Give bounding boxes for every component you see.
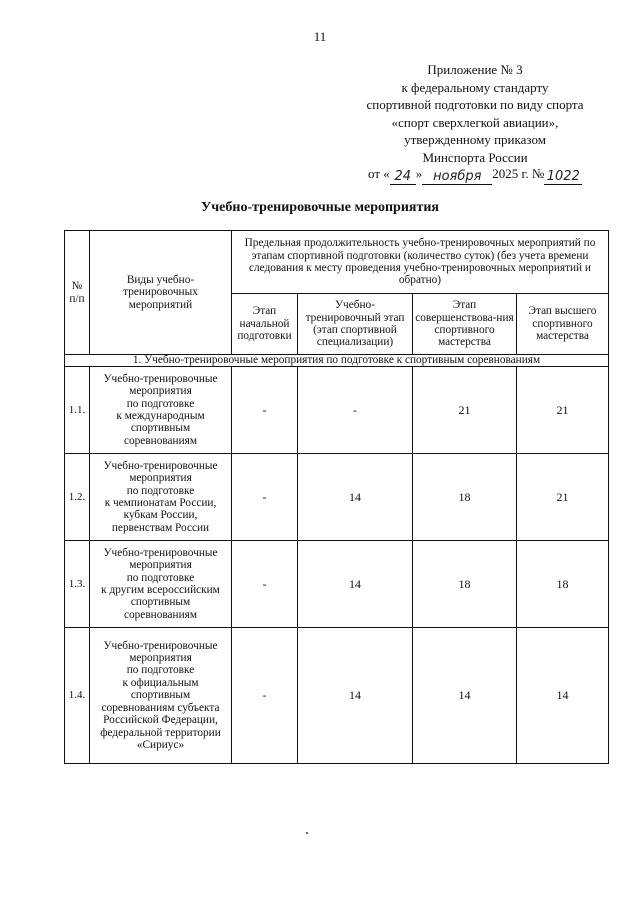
header-limit: Предельная продолжительность учебно-тренировочных мероприятий по этапам спортивной подготовки (количество суток) (без учета времени следования к месту проведения учебно-тренировочных мероприятий и обратно) xyxy=(232,231,609,294)
header-stage: Этап высшего спортивного мастерства xyxy=(517,294,609,355)
row-number: 1.3. xyxy=(65,541,90,628)
order-prefix: от « xyxy=(368,166,390,181)
appendix-line: утвержденному приказом xyxy=(404,132,546,148)
row-kind-line: Учебно-тренировочные xyxy=(103,372,218,385)
value-cell: - xyxy=(232,541,298,628)
row-kind xyxy=(90,628,232,764)
row-kind-line: к официальным xyxy=(122,676,199,689)
events-table xyxy=(64,230,609,764)
appendix-line: спортивной подготовки по виду спорта xyxy=(366,97,584,113)
row-kind-line: мероприятия xyxy=(129,559,192,572)
value-cell: 21 xyxy=(413,367,517,454)
row-kind-line: Учебно-тренировочные xyxy=(103,639,218,652)
value-cell: - xyxy=(232,628,298,764)
value-cell: 14 xyxy=(298,628,413,764)
row-kind-line: по подготовке xyxy=(126,664,195,677)
row-kind-line: «Сириус» xyxy=(136,738,185,751)
row-kind-line: по подготовке xyxy=(126,484,195,497)
page-title: Учебно-тренировочные мероприятия xyxy=(201,200,439,215)
row-kind-line: соревнованиям субъекта xyxy=(101,701,220,714)
row-kind-line: соревнованиям xyxy=(124,434,197,447)
value-cell: 14 xyxy=(413,628,517,764)
order-day: 24 xyxy=(390,169,416,185)
value-cell: 18 xyxy=(413,454,517,541)
row-kind-line: соревнованиям xyxy=(124,608,197,621)
row-kind-line: по подготовке xyxy=(126,571,195,584)
scan-speck xyxy=(306,832,308,834)
order-year: 2025 г. № xyxy=(492,166,545,181)
row-kind-line: первенствам России xyxy=(111,521,210,534)
value-cell: 18 xyxy=(517,541,609,628)
header-stage: Этап совершенствова-ния спортивного мастерства xyxy=(413,294,517,355)
row-number: 1.1. xyxy=(65,367,90,454)
row-kind-line: спортивным xyxy=(130,689,191,702)
row-kind-line: Учебно-тренировочные xyxy=(103,546,218,559)
row-kind-line: к чемпионатам России, xyxy=(104,497,217,509)
row-kind-line: мероприятия xyxy=(129,652,192,665)
value-cell: 21 xyxy=(517,367,609,454)
header-stage: Учебно-тренировочный этап (этап спортивной специализации) xyxy=(298,294,413,355)
header-stage: Этап начальной подготовки xyxy=(232,294,298,355)
row-kind-line: по подготовке xyxy=(126,397,195,410)
table-row xyxy=(65,367,609,454)
header-num: № п/п xyxy=(65,231,90,355)
row-kind-line: федеральной территории xyxy=(100,726,221,739)
table-row xyxy=(65,541,609,628)
appendix-line: Минспорта России xyxy=(422,149,528,165)
page-number: 11 xyxy=(313,29,327,44)
row-kind-line: спортивным xyxy=(130,596,191,609)
section-row xyxy=(65,355,609,367)
appendix-line: к федеральному стандарту xyxy=(401,79,549,95)
order-month: ноября xyxy=(422,169,492,185)
row-number: 1.4. xyxy=(65,628,90,764)
order-date-line xyxy=(368,166,638,183)
header-kind: Виды учебно-тренировочных мероприятий xyxy=(90,231,232,355)
order-quote: » xyxy=(415,166,423,181)
table-row xyxy=(65,454,609,541)
row-kind xyxy=(90,367,232,454)
value-cell: 14 xyxy=(517,628,609,764)
value-cell: - xyxy=(232,454,298,541)
value-cell: 14 xyxy=(298,454,413,541)
row-kind-line: мероприятия xyxy=(129,472,192,485)
section-title: 1. Учебно-тренировочные мероприятия по подготовке к спортивным соревнованиям xyxy=(65,355,609,367)
table-row xyxy=(65,628,609,764)
value-cell: - xyxy=(232,367,298,454)
row-kind-line: Учебно-тренировочные xyxy=(103,459,218,472)
value-cell: 14 xyxy=(298,541,413,628)
appendix-line: «спорт сверхлегкой авиации», xyxy=(391,114,559,130)
row-kind-line: Российской Федерации, xyxy=(103,714,218,727)
row-kind xyxy=(90,454,232,541)
value-cell: 18 xyxy=(413,541,517,628)
order-number: 1022 xyxy=(544,169,582,185)
row-kind xyxy=(90,541,232,628)
appendix-block xyxy=(340,61,610,167)
row-number: 1.2. xyxy=(65,454,90,541)
appendix-line: Приложение № 3 xyxy=(427,62,523,77)
row-kind-line: к другим всероссийским xyxy=(101,584,220,596)
row-kind-line: мероприятия xyxy=(129,385,192,398)
value-cell: - xyxy=(298,367,413,454)
row-kind-line: спортивным xyxy=(130,422,191,435)
value-cell: 21 xyxy=(517,454,609,541)
table-header-row xyxy=(65,231,609,294)
row-kind-line: к международным xyxy=(116,410,205,422)
row-kind-line: кубкам России, xyxy=(123,509,198,522)
